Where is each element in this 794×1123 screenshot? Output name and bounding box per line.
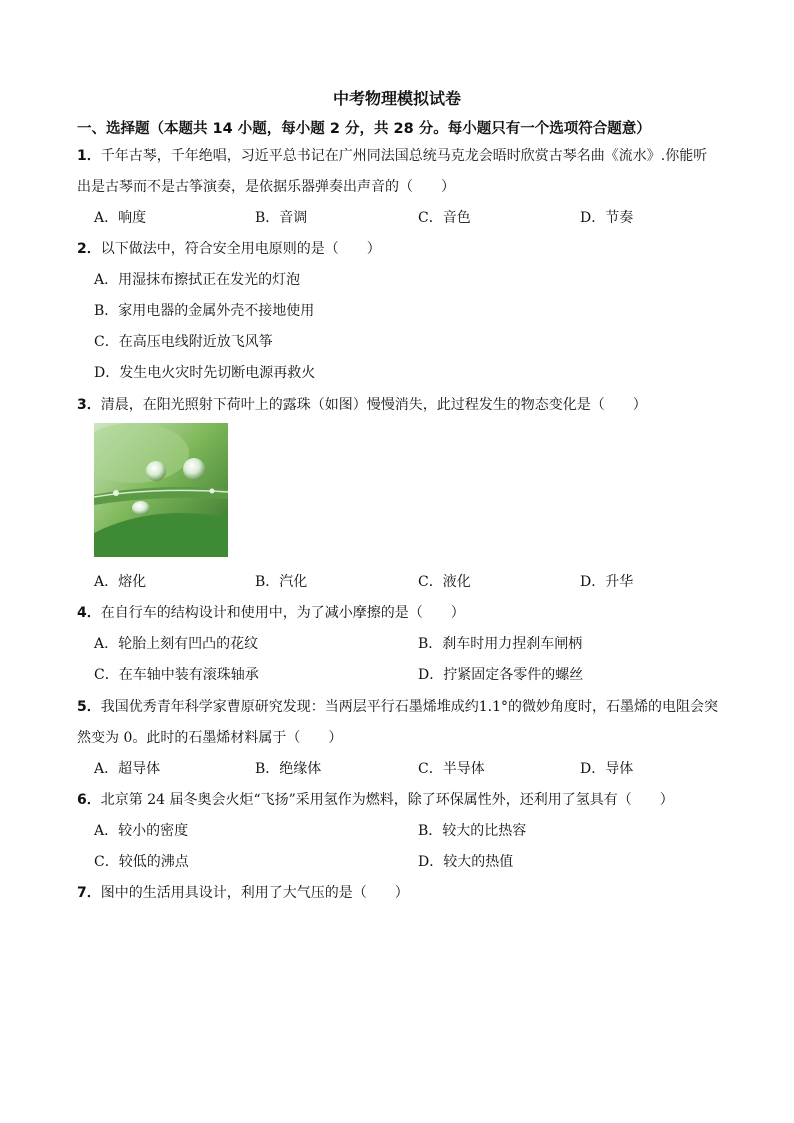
option-c: C．较低的沸点 <box>94 854 189 870</box>
option-a: A．熔化 <box>94 574 147 590</box>
option-c: C．液化 <box>418 574 471 590</box>
option-b: B．音调 <box>255 210 308 226</box>
question-5-line-2: 然变为 0。此时的石墨烯材料属于（ ） <box>77 730 343 746</box>
question-2 <box>77 238 381 258</box>
option-d: D．拧紧固定各零件的螺丝 <box>418 667 584 683</box>
question-number: 5． <box>77 699 101 715</box>
leaf-image <box>94 423 228 557</box>
question-number: 2． <box>77 241 101 257</box>
option-a: A．轮胎上刻有凹凸的花纹 <box>94 636 259 652</box>
option-c: C．在车轴中装有滚珠轴承 <box>94 667 259 683</box>
question-7 <box>77 882 409 902</box>
question-5 <box>77 696 718 716</box>
option-d: D．发生电火灾时先切断电源再救火 <box>94 365 316 381</box>
option-d: D．导体 <box>580 761 634 777</box>
option-a: A．用湿抹布擦拭正在发光的灯泡 <box>94 272 301 288</box>
question-text: 图中的生活用具设计，利用了大气压的是（ ） <box>100 885 409 901</box>
question-number: 6． <box>77 792 101 808</box>
question-1-line-2: 出是古琴而不是古筝演奏，是依据乐器弹奏出声音的（ ） <box>77 179 455 195</box>
question-4 <box>77 602 465 622</box>
option-b: B．刹车时用力捏刹车闸柄 <box>418 636 583 652</box>
option-d: D．节奏 <box>580 210 634 226</box>
option-d: D．升华 <box>580 574 634 590</box>
option-b: B．较大的比热容 <box>418 823 527 839</box>
question-text: 以下做法中，符合安全用电原则的是（ ） <box>100 241 381 257</box>
question-1 <box>77 145 707 165</box>
option-b: B．绝缘体 <box>255 761 322 777</box>
question-text: 在自行车的结构设计和使用中，为了减小摩擦的是（ ） <box>100 605 465 621</box>
option-c: C．在高压电线附近放飞风筝 <box>94 334 273 350</box>
page-title: 中考物理模拟试卷 <box>332 89 461 108</box>
option-a: A．响度 <box>94 210 147 226</box>
option-c: C．音色 <box>418 210 471 226</box>
question-text: 我国优秀青年科学家曹原研究发现：当两层平行石墨烯堆成约1.1°的微妙角度时，石墨烯的电阻会突 <box>100 699 719 715</box>
question-number: 4． <box>77 605 101 621</box>
option-b: B．汽化 <box>255 574 308 590</box>
section-heading: 一、选择题（本题共 14 小题，每小题 2 分，共 28 分。每小题只有一个选项符合题意） <box>77 121 651 137</box>
option-a: A．较小的密度 <box>94 823 189 839</box>
option-a: A．超导体 <box>94 761 161 777</box>
question-6 <box>77 789 674 809</box>
question-number: 7． <box>77 885 101 901</box>
dewdrop-leaf-photo <box>94 423 228 557</box>
question-text: 北京第 24 届冬奥会火炬“飞扬”采用氢作为燃料，除了环保属性外，还利用了氢具有（ ） <box>100 792 674 808</box>
question-text: 千年古琴，千年绝唱，习近平总书记在广州同法国总统马克龙会晤时欣赏古琴名曲《流水》.你能听 <box>100 148 708 164</box>
option-d: D．较大的热值 <box>418 854 514 870</box>
option-b: B．家用电器的金属外壳不接地使用 <box>94 303 315 319</box>
question-number: 3． <box>77 397 101 413</box>
question-number: 1． <box>77 148 101 164</box>
question-3 <box>77 394 647 414</box>
question-text: 清晨，在阳光照射下荷叶上的露珠（如图）慢慢消失，此过程发生的物态变化是（ ） <box>100 397 647 413</box>
option-c: C．半导体 <box>418 761 485 777</box>
